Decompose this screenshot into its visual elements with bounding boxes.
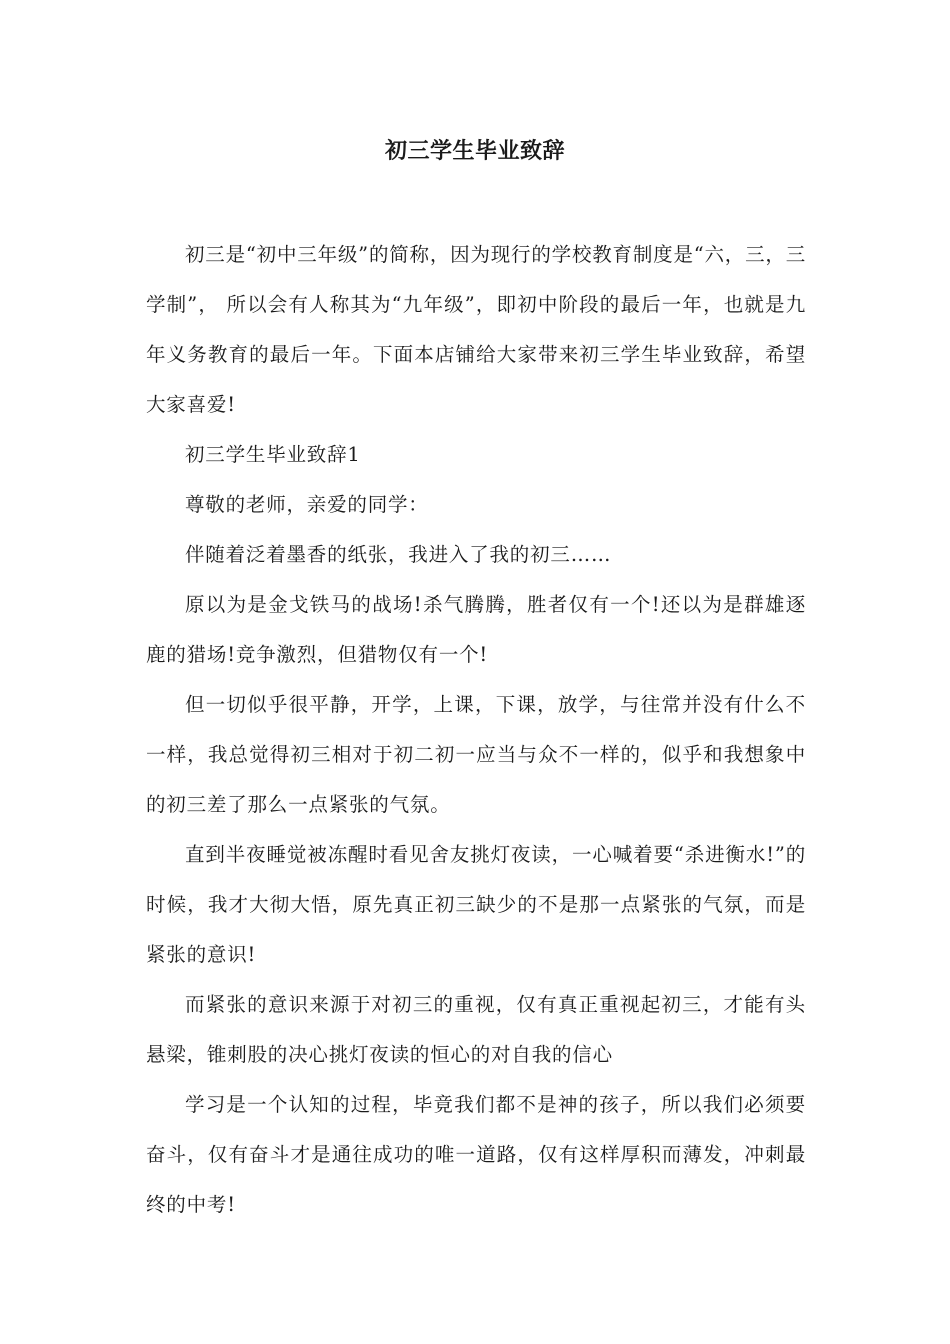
paragraph-4: 原以为是金戈铁马的战场!杀气腾腾，胜者仅有一个!还以为是群雄逐鹿的猎场!竞争激烈，但猎物仅有一个! xyxy=(146,593,806,666)
document-body xyxy=(146,230,806,1230)
paragraph-7: 而紧张的意识来源于对初三的重视，仅有真正重视起初三，才能有头悬梁，锥刺股的决心挑灯夜读的恒心的对自我的信心 xyxy=(146,993,806,1066)
paragraph-6: 直到半夜睡觉被冻醒时看见舍友挑灯夜读，一心喊着要“杀进衡水!”的时候，我才大彻大悟，原先真正初三缺少的不是那一点紧张的气氛，而是紧张的意识! xyxy=(146,843,806,966)
paragraph-5: 但一切似乎很平静，开学，上课，下课，放学，与往常并没有什么不一样，我总觉得初三相对于初二初一应当与众不一样的，似乎和我想象中的初三差了那么一点紧张的气氛。 xyxy=(146,693,806,816)
paragraph-salutation: 尊敬的老师，亲爱的同学： xyxy=(185,493,429,516)
document-title: 初三学生毕业致辞 xyxy=(384,139,565,164)
paragraph-section-heading: 初三学生毕业致辞1 xyxy=(185,443,361,466)
paragraph-intro: 初三是“初中三年级”的简称，因为现行的学校教育制度是“六，三，三学制”， 所以会有人称其为“九年级”，即初中阶段的最后一年，也就是九年义务教育的最后一年。下面本店铺给大家带来初三学生毕业致辞，希望大家喜爱! xyxy=(146,243,807,416)
paragraph-8: 学习是一个认知的过程，毕竟我们都不是神的孩子，所以我们必须要奋斗，仅有奋斗才是通往成功的唯一道路，仅有这样厚积而薄发，冲刺最终的中考! xyxy=(146,1093,806,1216)
paragraph-3: 伴随着泛着墨香的纸张，我进入了我的初三…… xyxy=(185,543,612,566)
